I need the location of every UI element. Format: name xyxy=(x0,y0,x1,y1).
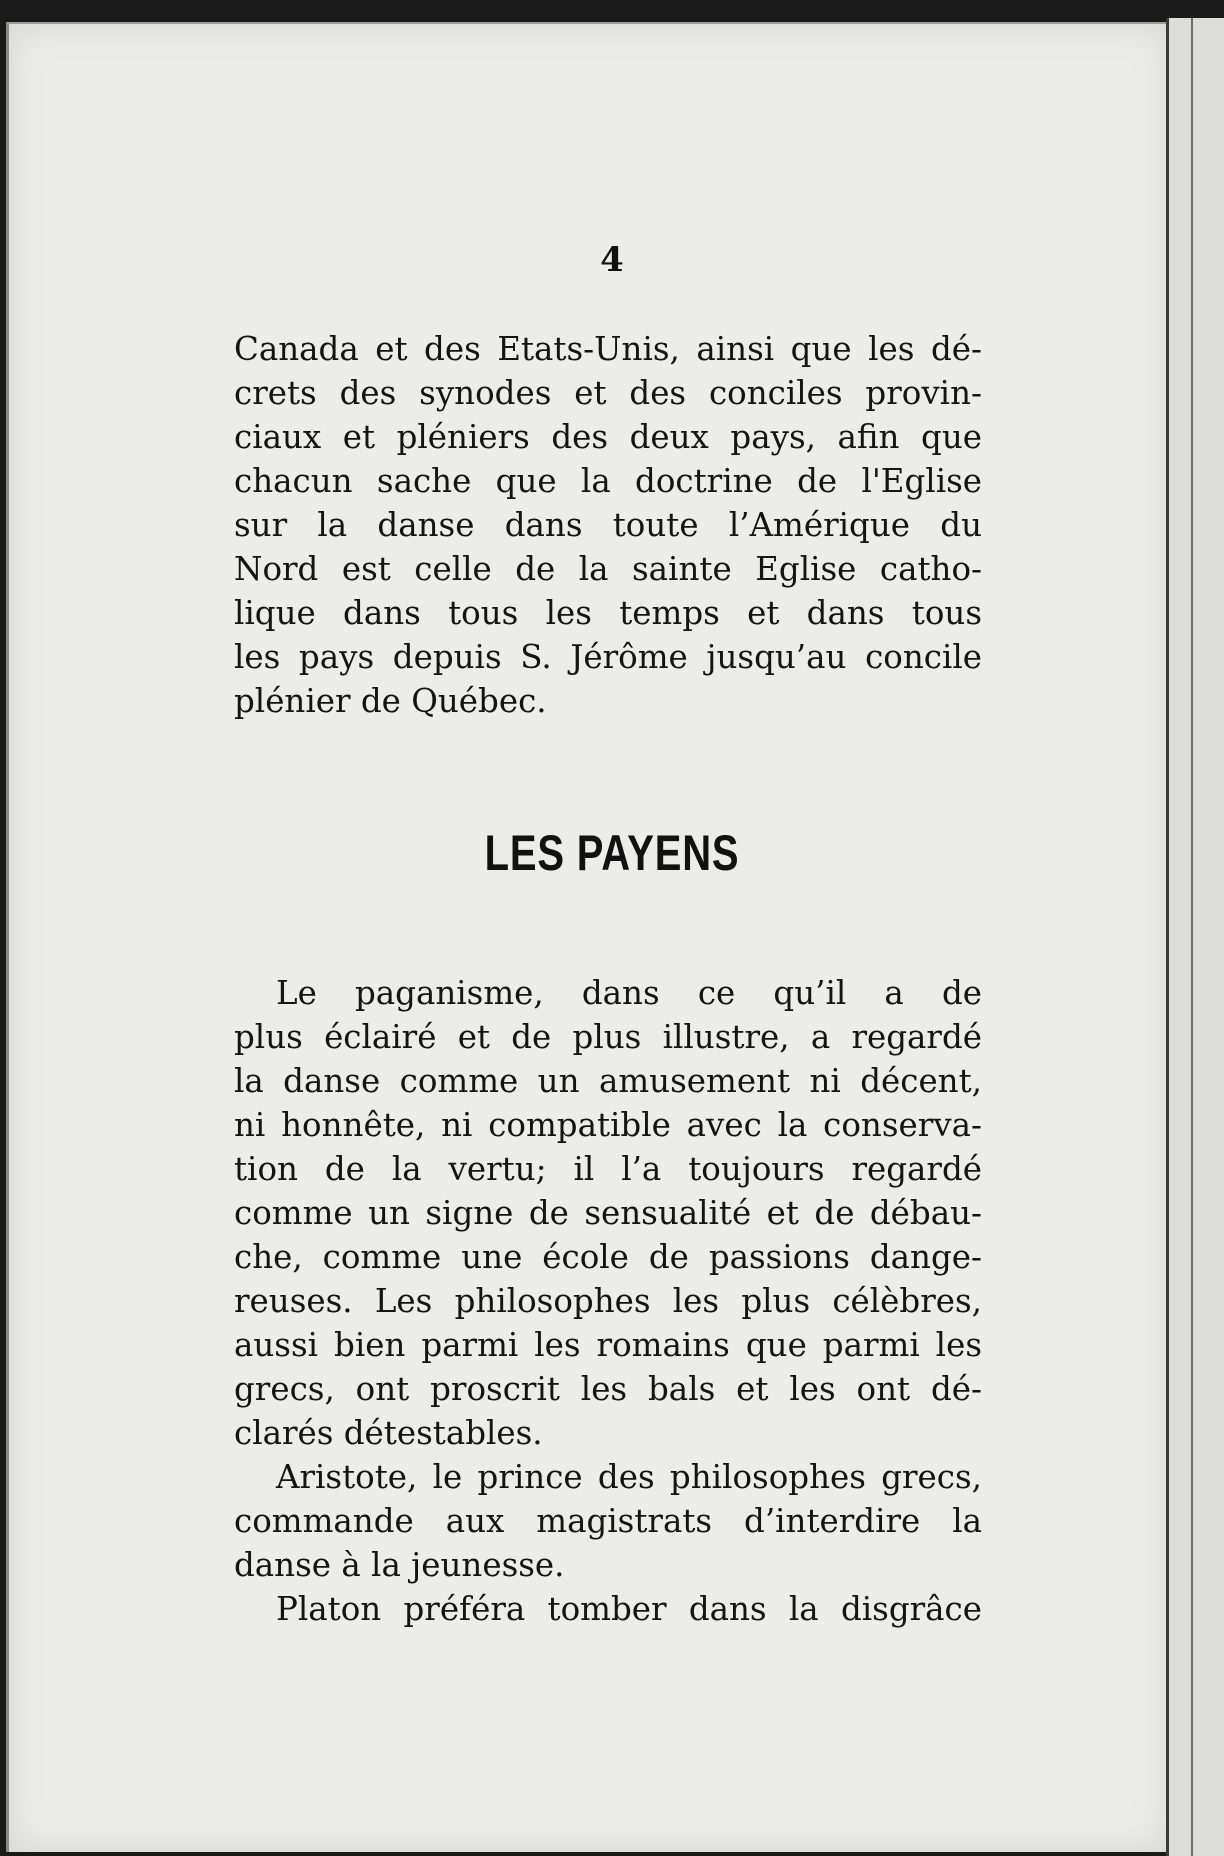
text-line: sur la danse dans toute l’Amérique du xyxy=(234,506,982,544)
text-line: tion de la vertu; il l’a toujours regardé xyxy=(234,1150,982,1188)
adjacent-page-edge xyxy=(1166,18,1224,1856)
text-line: ciaux et pléniers des deux pays, afin que xyxy=(234,418,982,456)
intro-paragraph xyxy=(234,327,982,723)
text-line: ni honnête, ni compatible avec la conserva- xyxy=(234,1106,982,1144)
text-line: danse à la jeunesse. xyxy=(234,1546,565,1584)
text-line: la danse comme un amusement ni décent, xyxy=(234,1062,982,1100)
text-line: Platon préféra tomber dans la disgrâce xyxy=(276,1590,982,1628)
text-line: les pays depuis S. Jérôme jusqu’au concile xyxy=(234,638,982,676)
text-line: Canada et des Etats-Unis, ainsi que les dé- xyxy=(234,330,982,368)
text-line: Nord est celle de la sainte Eglise catho- xyxy=(234,550,982,588)
text-line: commande aux magistrats d’interdire la xyxy=(234,1502,982,1540)
text-line: clarés détestables. xyxy=(234,1414,543,1452)
paragraph-paganisme xyxy=(234,971,982,1455)
text-line: Aristote, le prince des philosophes grecs, xyxy=(276,1458,982,1496)
text-line: comme un signe de sensualité et de débau- xyxy=(234,1194,982,1232)
text-line: Le paganisme, dans ce qu’il a de xyxy=(276,974,982,1012)
section-heading: LES PAYENS xyxy=(484,825,740,881)
page-number: 4 xyxy=(600,240,624,280)
text-line: lique dans tous les temps et dans tous xyxy=(234,594,982,632)
paragraph-aristote xyxy=(234,1455,982,1587)
paragraph-platon xyxy=(234,1587,982,1631)
text-line: chacun sache que la doctrine de l'Eglise xyxy=(234,462,982,500)
text-line: plus éclairé et de plus illustre, a regardé xyxy=(234,1018,982,1056)
text-line: reuses. Les philosophes les plus célèbres, xyxy=(234,1282,982,1320)
text-line: crets des synodes et des conciles provin- xyxy=(234,374,982,412)
text-line: plénier de Québec. xyxy=(234,682,547,720)
page-fold-line xyxy=(1191,18,1193,1856)
text-line: grecs, ont proscrit les bals et les ont dé- xyxy=(234,1370,982,1408)
text-line: aussi bien parmi les romains que parmi les xyxy=(234,1326,982,1364)
text-line: che, comme une école de passions dange- xyxy=(234,1238,982,1276)
